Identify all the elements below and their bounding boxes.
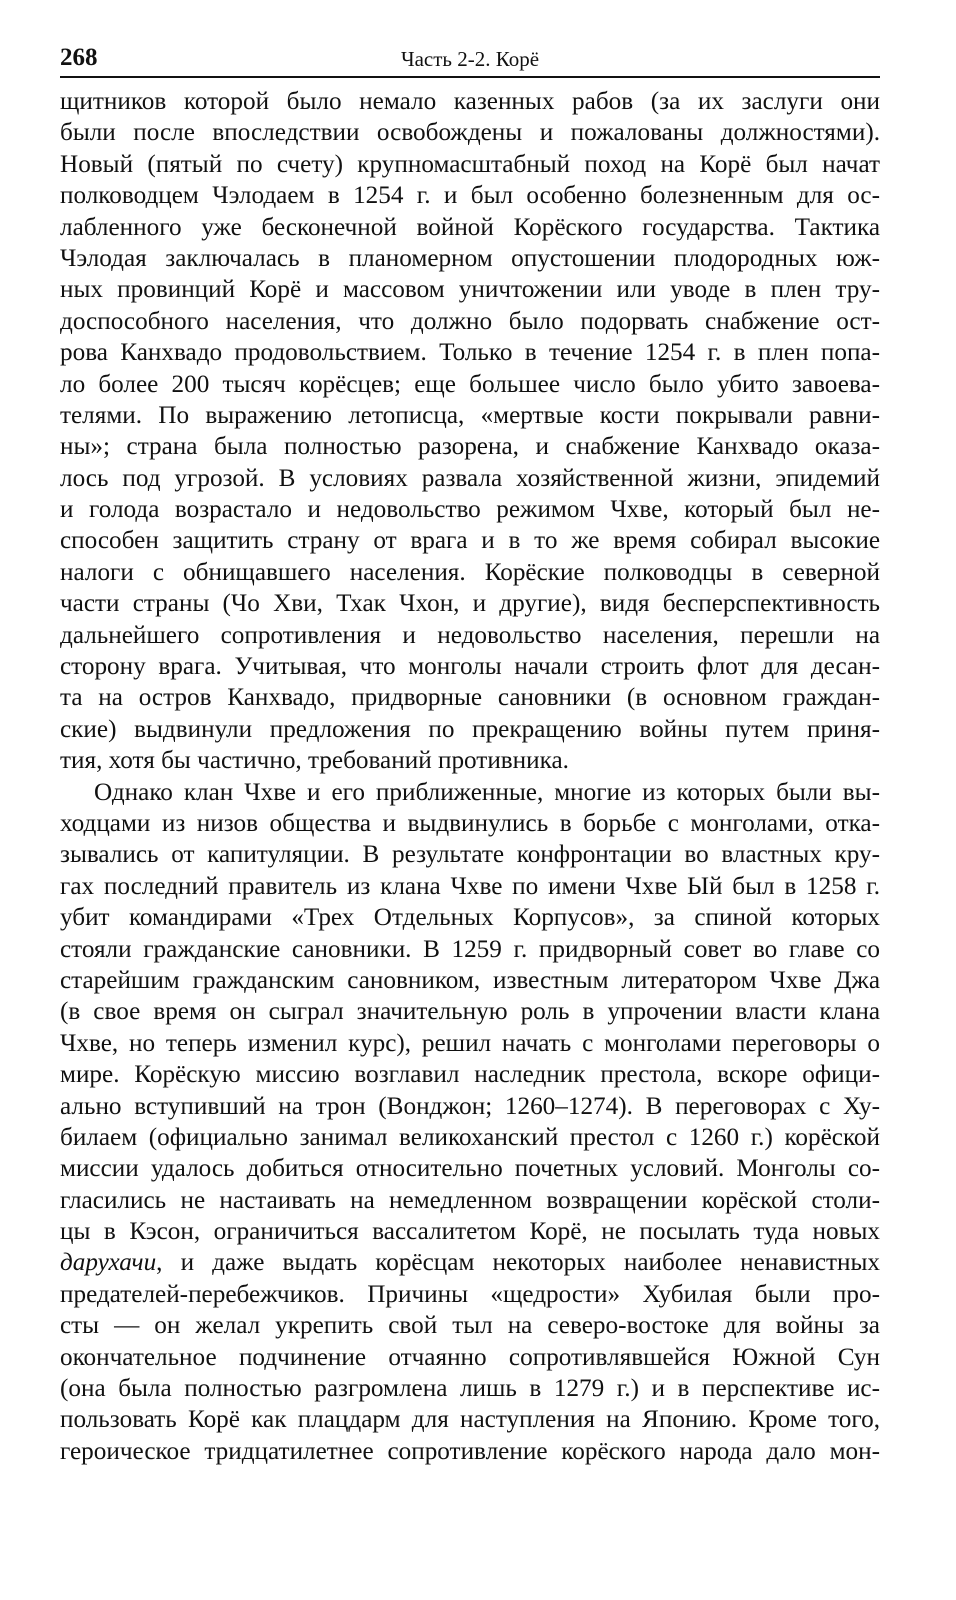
text-line: ло более 200 тысяч корёсцев; еще большее число было убито завоева- bbox=[60, 370, 880, 398]
text-line: Однако клан Чхве и его приближенные, многие из которых были вы- bbox=[94, 778, 880, 806]
text-line: способен защитить страну от врага и в то же время собирал высокие bbox=[60, 527, 880, 555]
text-line: лось под угрозой. В условиях развала хозяйственной жизни, эпидемий bbox=[60, 464, 880, 492]
text-line: гласились не настаивать на немедленном возвращении корёской столи- bbox=[60, 1186, 880, 1214]
text-line: и голода возрастало и недовольство режимом Чхве, который был не- bbox=[60, 496, 880, 524]
text-line: ально вступивший на трон (Вонджон; 1260–1274). В переговорах с Ху- bbox=[60, 1092, 880, 1120]
text-line: убит командирами «Трех Отдельных Корпусов», за спиной которых bbox=[60, 904, 880, 932]
text-line: ных провинций Корё и массовом уничтожении или уводе в плен тру- bbox=[60, 276, 880, 304]
text-line: ны»; страна была полностью разорена, и снабжение Канхвадо оказа- bbox=[60, 433, 880, 461]
page-number: 268 bbox=[60, 44, 98, 71]
italic-term: дарухачи bbox=[60, 1249, 157, 1277]
text-line: (в свое время он сыграл значительную роль в упрочении власти клана bbox=[60, 998, 880, 1026]
text-line: миссии удалось добиться относительно почетных условий. Монголы со- bbox=[60, 1155, 880, 1183]
text-line: Чхве, но теперь изменил курс), решил начать с монголами переговоры о bbox=[60, 1029, 880, 1057]
text-line: зывались от капитуляции. В результате конфронтации во властных кру- bbox=[60, 841, 880, 869]
text-line: та на остров Канхвадо, придворные сановники (в основном граждан- bbox=[60, 684, 880, 712]
text-line: ские) выдвинули предложения по прекращению войны путем приня- bbox=[60, 715, 880, 743]
text-line: лабленного уже бесконечной войной Корёского государства. Тактика bbox=[60, 213, 880, 241]
book-page bbox=[60, 40, 880, 1467]
text-line: окончательное подчинение отчаянно сопротивлявшейся Южной Сун bbox=[60, 1343, 880, 1371]
running-head: Часть 2-2. Корё bbox=[400, 47, 540, 71]
paragraph-1 bbox=[60, 86, 880, 777]
text-line-with-italic bbox=[60, 1247, 880, 1278]
text-line: рова Канхвадо продовольствием. Только в течение 1254 г. в плен попа- bbox=[60, 339, 880, 367]
text-fragment: , и даже выдать корёсцам некоторых наиболее ненавистных bbox=[156, 1249, 880, 1277]
text-line: ходцами из низов общества и выдвинулись в борьбе с монголами, отка- bbox=[60, 809, 880, 837]
body-text bbox=[60, 86, 880, 1467]
text-line: пользовать Корё как плацдарм для наступления на Японию. Кроме того, bbox=[60, 1406, 880, 1434]
text-line: полководцем Чэлодаем в 1254 г. и был особенно болезненным для ос- bbox=[60, 182, 880, 210]
text-line: героическое тридцатилетнее сопротивление корёского народа дало мон- bbox=[60, 1437, 880, 1465]
text-line: щитников которой было немало казенных рабов (за их заслуги они bbox=[60, 88, 880, 115]
text-line: сторону врага. Учитывая, что монголы начали строить флот для десан- bbox=[60, 653, 880, 681]
text-line: (она была полностью разгромлена лишь в 1279 г.) и в перспективе ис- bbox=[60, 1375, 880, 1403]
text-line: Новый (пятый по счету) крупномасштабный поход на Корё был начат bbox=[60, 150, 880, 178]
text-line: Чэлодая заключалась в планомерном опустошении плодородных юж- bbox=[60, 244, 880, 272]
text-line: доспособного населения, что должно было подорвать снабжение ост- bbox=[60, 307, 880, 335]
text-line: были после впоследствии освобождены и пожалованы должностями). bbox=[60, 119, 880, 147]
text-line: сты — он желал укрепить свой тыл на северо-востоке для войны за bbox=[60, 1312, 880, 1340]
text-line: гах последний правитель из клана Чхве по имени Чхве Ый был в 1258 г. bbox=[60, 872, 880, 900]
paragraph-2 bbox=[60, 777, 880, 1468]
text-line: старейшим гражданским сановником, известным литератором Чхве Джа bbox=[60, 966, 880, 994]
text-line: телями. По выражению летописца, «мертвые кости покрывали равни- bbox=[60, 401, 880, 429]
text-line: предателей-перебежчиков. Причины «щедрости» Хубилая были про- bbox=[60, 1280, 880, 1308]
text-line: билаем (официально занимал великоханский престол с 1260 г.) корёской bbox=[60, 1123, 880, 1151]
text-line: дальнейшего сопротивления и недовольство населения, перешли на bbox=[60, 621, 880, 649]
text-line: налоги с обнищавшего населения. Корёские полководцы в северной bbox=[60, 558, 880, 586]
text-line: тия, хотя бы частично, требований противника. bbox=[60, 747, 569, 775]
text-line: стояли гражданские сановники. В 1259 г. придворный совет во главе со bbox=[60, 935, 880, 963]
text-line: мире. Корёскую миссию возглавил наследник престола, вскоре офици- bbox=[60, 1061, 880, 1089]
page-header bbox=[60, 40, 880, 78]
text-line: части страны (Чо Хви, Тхак Чхон, и другие), видя бесперспективность bbox=[60, 590, 880, 618]
text-line: цы в Кэсон, ограничиться вассалитетом Корё, не посылать туда новых bbox=[60, 1218, 880, 1246]
